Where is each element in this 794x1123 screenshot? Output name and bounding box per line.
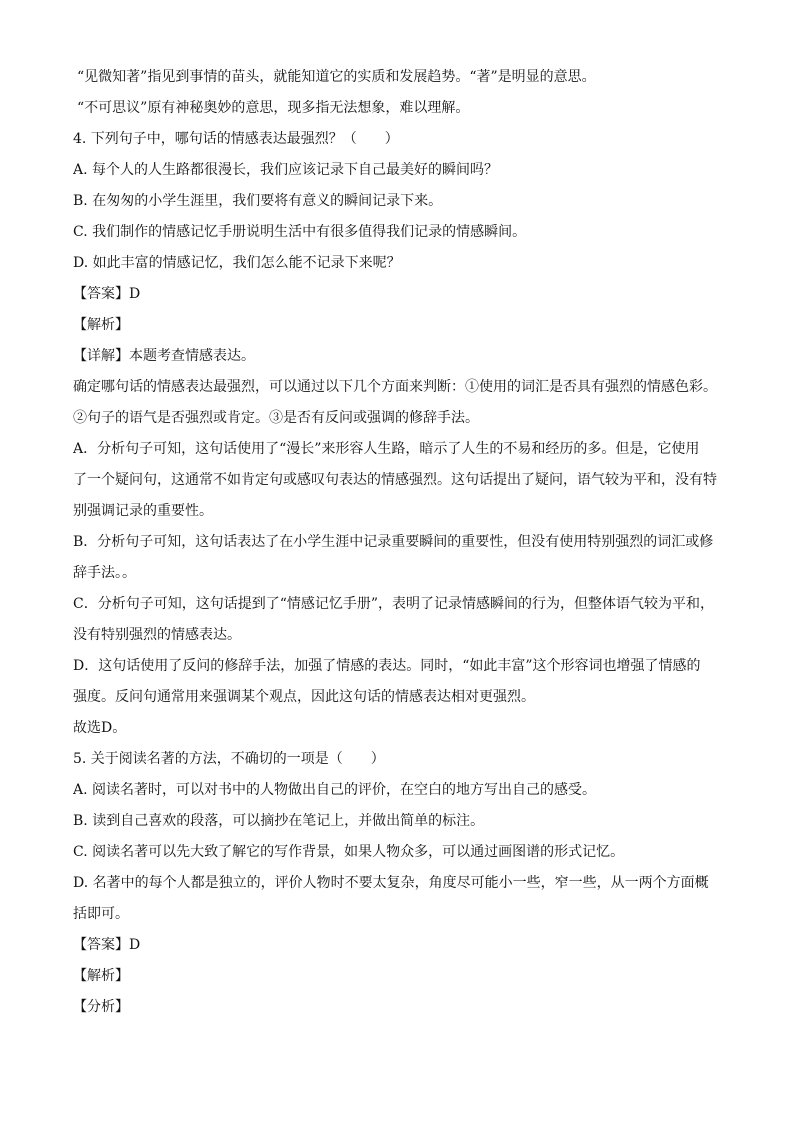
question-4-stem: 4. 下列句子中，哪句话的情感表达最强烈？（ ） (73, 131, 399, 147)
question-5-option-c: C. 阅读名著可以先大致了解它的写作背景，如果人物众多，可以通过画图谱的形式记忆。 (73, 844, 625, 860)
text-line: “不可思议”原有神秘奥妙的意思，现多指无法想象，难以理解。 (77, 100, 470, 116)
analysis-label: 【解析】 (73, 968, 129, 984)
text-line: C．分析句子可知，这句话提到了“情感记忆手册”，表明了记录情感瞬间的行为，但整体语气较为平和， (73, 596, 715, 612)
text-line: 没有特别强烈的情感表达。 (73, 627, 241, 643)
detail-label: 【详解】本题考查情感表达。 (73, 348, 255, 364)
question-5-option-d: D. 名著中的每个人都是独立的，评价人物时不要太复杂，角度尽可能小一些，窄一些，从一两个方面概 (73, 875, 709, 891)
question-5-option-b: B. 读到自己喜欢的段落，可以摘抄在笔记上，并做出简单的标注。 (73, 813, 485, 829)
text-line: 确定哪句话的情感表达最强烈，可以通过以下几个方面来判断：①使用的词汇是否具有强烈的情感色彩。 (73, 379, 717, 395)
text-line: B．分析句子可知，这句话表达了在小学生涯中记录重要瞬间的重要性，但没有使用特别强烈的词汇或修 (73, 534, 714, 550)
question-5-stem: 5. 关于阅读名著的方法，不确切的一项是（ ） (73, 751, 385, 767)
text-line: 别强调记录的重要性。 (73, 503, 213, 519)
text-line: A．分析句子可知，这句话使用了“漫长”来形容人生路，暗示了人生的不易和经历的多。但是，它使用 (73, 441, 700, 457)
question-4-option-c: C. 我们制作的情感记忆手册说明生活中有很多值得我们记录的情感瞬间。 (73, 224, 527, 240)
analysis-label: 【解析】 (73, 317, 129, 333)
text-line: 强度。反问句通常用来强调某个观点，因此这句话的情感表达相对更强烈。 (73, 689, 535, 705)
text-line: 了一个疑问句，这通常不如肯定句或感叹句表达的情感强烈。这句话提出了疑问，语气较为平和，没有特 (73, 472, 717, 488)
text-line: “见微知著”指见到事情的苗头，就能知道它的实质和发展趋势。“著”是明显的意思。 (77, 69, 596, 85)
answer-label: 【答案】D (73, 937, 141, 953)
text-line: 辞手法。。 (73, 565, 136, 581)
question-5-option-d-cont: 括即可。 (73, 906, 129, 922)
question-4-option-a: A. 每个人的人生路都很漫长，我们应该记录下自己最美好的瞬间吗？ (73, 162, 499, 178)
answer-label: 【答案】D (73, 286, 141, 302)
question-4-option-b: B. 在匆匆的小学生涯里，我们要将有意义的瞬间记录下来。 (73, 193, 443, 209)
text-line: D．这句话使用了反问的修辞手法，加强了情感的表达。同时，“如此丰富”这个形容词也增强了情感的 (73, 658, 701, 674)
question-5-option-a: A. 阅读名著时，可以对书中的人物做出自己的评价，在空白的地方写出自己的感受。 (73, 782, 597, 798)
text-line: ②句子的语气是否强烈或肯定。③是否有反问或强调的修辞手法。 (73, 410, 479, 426)
question-4-option-d: D. 如此丰富的情感记忆，我们怎么能不记录下来呢？ (73, 255, 401, 271)
conclusion-line: 故选D。 (73, 720, 127, 736)
analysis-sub-label: 【分析】 (73, 999, 129, 1015)
